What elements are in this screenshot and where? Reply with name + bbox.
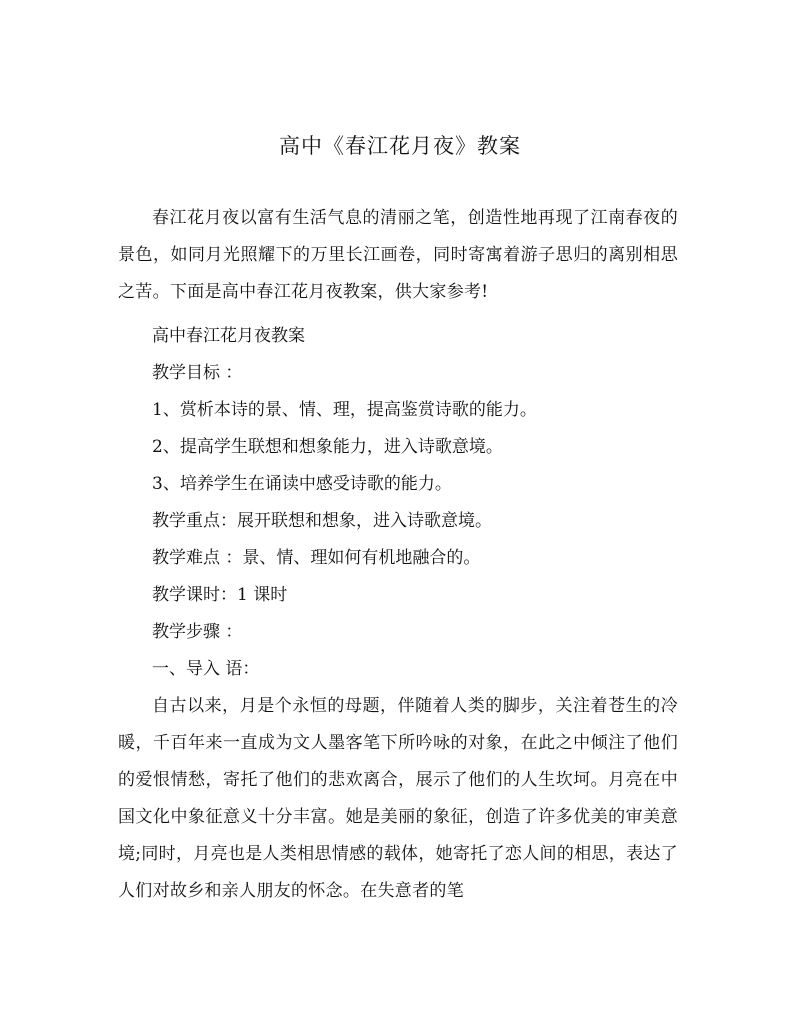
objective-item: 2、提高学生联想和想象能力，进入诗歌意境。 xyxy=(152,437,503,457)
difficulty: 教学难点 ：景、情、理如何有机地融合的。 xyxy=(152,548,481,568)
objectives-label: 教学目标 ： xyxy=(152,363,243,383)
document-body xyxy=(118,200,678,910)
lesson-subtitle: 高中春江花月夜教案 xyxy=(152,326,305,346)
section-heading: 一、导入 语： xyxy=(152,659,260,679)
intro-paragraph: 春江花月夜以富有生活气息的清丽之笔，创造性地再现了江南春夜的景色，如同月光照耀下的万里长江画卷，同时寄寓着游子思归的离别相思之苦。下面是高中春江花月夜教案，供大家参考! xyxy=(118,208,678,302)
class-hours: 教学课时：1 课时 xyxy=(152,585,288,605)
objective-item: 1、赏析本诗的景、情、理，提高鉴赏诗歌的能力。 xyxy=(152,400,537,420)
body-paragraph: 自古以来，月是个永恒的母题，伴随着人类的脚步，关注着苍生的冷暖，千百年来一直成为文人墨客笔下所吟咏的对象，在此之中倾注了他们的爱恨情愁，寄托了他们的悲欢离合，展示了他们的人生坎坷。月亮在中国文化中象征意义十分丰富。她是美丽的象征，创造了许多优美的审美意境;同时，月亮也是人类相思情感的载体，她寄托了恋人间的相思，表达了人们对故乡和亲人朋友的怀念。在失意者的笔 xyxy=(118,696,678,901)
objective-item: 3、培养学生在诵读中感受诗歌的能力。 xyxy=(152,474,452,494)
steps-label: 教学步骤 ： xyxy=(152,622,243,642)
document-title: 高中《春江花月夜》教案 xyxy=(279,134,521,158)
key-point: 教学重点：展开联想和想象，进入诗歌意境。 xyxy=(152,511,492,531)
